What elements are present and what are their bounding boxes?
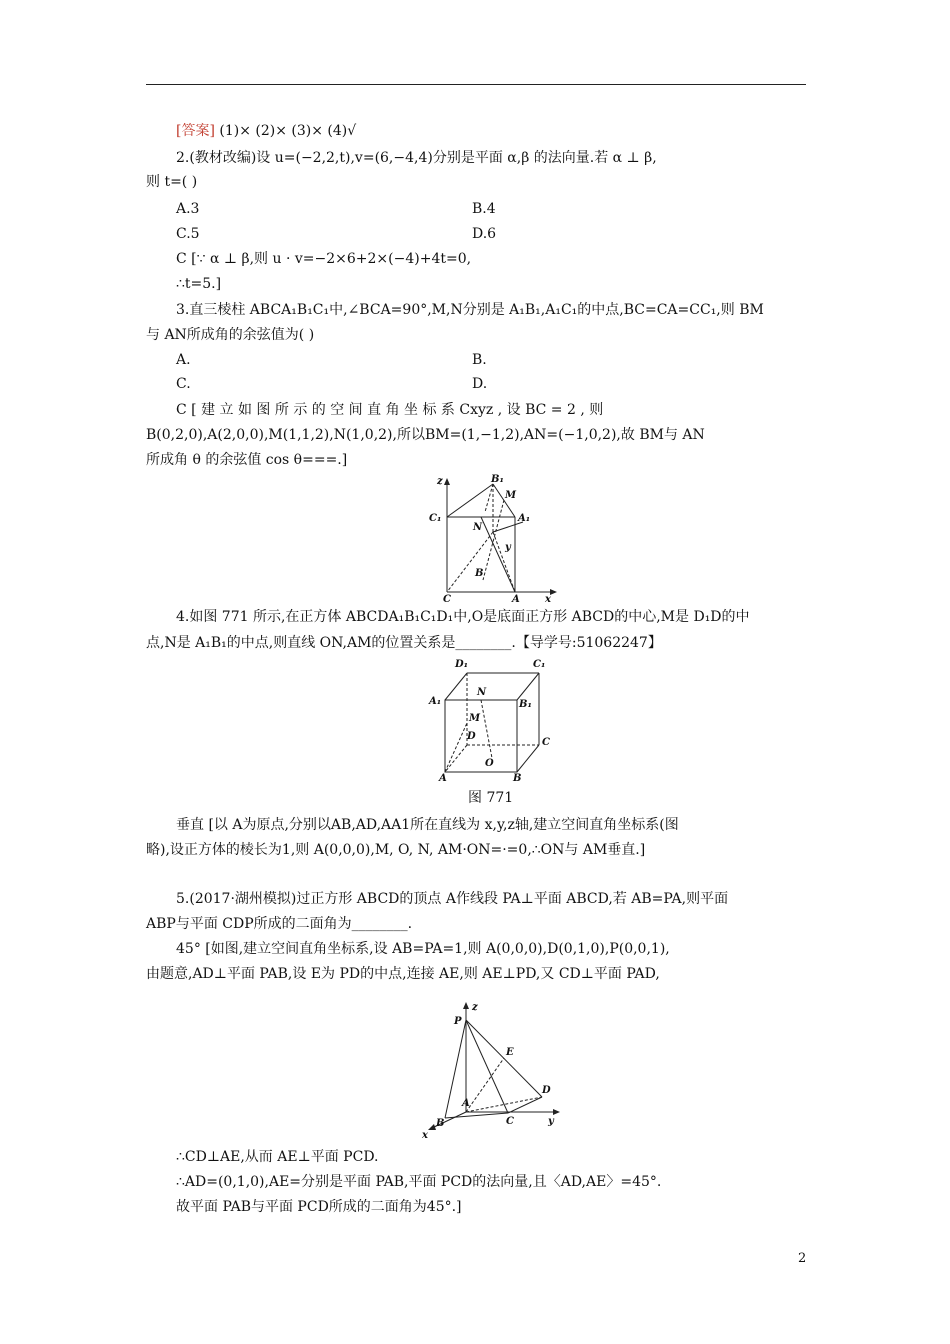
prism-label-z: z (437, 476, 443, 487)
q1-answer (176, 121, 356, 141)
q4-stem-1: 4.如图 771 所示,在正方体 ABCDA₁B₁C₁D₁中,O是底面正方形 ABCD的中心,M是 D₁D的中 (176, 609, 750, 625)
q4-stem-2: 点,N是 A₁B₁的中点,则直线 ON,AM的位置关系是________.【导学号:51062247】 (146, 635, 662, 651)
cube-label-b1: B₁ (519, 699, 532, 710)
q5-solution-3: ∴CD⊥AE,从而 AE⊥平面 PCD. (176, 1149, 379, 1165)
q4-solution-1: 垂直 [以 A为原点,分别以AB,AD,AA1所在直线为 x,y,z轴,建立空间直角坐标系(图 (176, 817, 679, 833)
q5-solution-2: 由题意,AD⊥平面 PAB,设 E为 PD的中点,连接 AE,则 AE⊥PD,又 CD⊥平面 PAD, (146, 966, 660, 982)
prism-label-y: y (505, 542, 511, 553)
cube-label-d: D (467, 731, 476, 742)
prism-label-x: x (545, 594, 551, 604)
pyramid-label-z: z (472, 1002, 478, 1013)
q3-option-a: A. (176, 352, 191, 368)
q2-solution-2: ∴t=5.] (176, 276, 222, 292)
prism-label-m: M (505, 490, 517, 501)
header-rule (146, 84, 806, 85)
cube-label-a1: A₁ (429, 696, 442, 707)
pyramid-label-d: D (542, 1085, 551, 1096)
q5-solution-1: 45° [如图,建立空间直角坐标系,设 AB=PA=1,则 A(0,0,0),D(0,1,0),P(0,0,1), (176, 941, 670, 957)
q5-solution-5: 故平面 PAB与平面 PCD所成的二面角为45°.] (176, 1199, 462, 1215)
cube-label-a: A (439, 773, 447, 783)
prism-label-n: N (473, 522, 483, 533)
q2-option-a: A.3 (176, 201, 200, 217)
q5-stem-1: 5.(2017·湖州模拟)过正方形 ABCD的顶点 A作线段 PA⊥平面 ABCD,若 AB=PA,则平面 (176, 891, 729, 907)
cube-label-o: O (485, 758, 494, 769)
prism-label-b1: B₁ (491, 474, 504, 485)
page-number: 2 (798, 1251, 807, 1266)
cube-label-n: N (477, 687, 487, 698)
prism-label-c1: C₁ (429, 513, 442, 524)
q4-solution-2: 略),设正方体的棱长为1,则 A(0,0,0),M, O, N, AM·ON=·=0,∴ON与 AM垂直.] (146, 842, 646, 858)
q2-option-b: B.4 (472, 201, 496, 217)
prism-label-a: A (512, 594, 520, 604)
q3-solution-3: 所成角 θ 的余弦值 cos θ===.] (146, 452, 348, 468)
cube-label-b: B (513, 773, 522, 783)
q1-answers: (1)× (2)× (3)× (4)√ (219, 123, 357, 139)
pyramid-label-c: C (506, 1116, 514, 1127)
prism-figure (425, 472, 560, 604)
cube-label-d1: D₁ (455, 659, 469, 670)
q2-option-d: D.6 (472, 226, 497, 242)
q3-solution-1: C [ 建 立 如 图 所 示 的 空 间 直 角 坐 标 系 Cxyz , 设 BC = 2 , 则 (176, 402, 604, 418)
q3-option-d: D. (472, 376, 488, 392)
pyramid-label-a: A (462, 1098, 470, 1109)
pyramid-label-y: y (548, 1116, 554, 1127)
q5-solution-4: ∴AD=(0,1,0),AE=分别是平面 PAB,平面 PCD的法向量,且〈AD,AE〉=45°. (176, 1174, 662, 1190)
cube-label-m: M (469, 713, 481, 724)
pyramid-label-p: P (454, 1016, 462, 1027)
q5-stem-2: ABP与平面 CDP所成的二面角为________. (146, 916, 413, 932)
q3-option-b: B. (472, 352, 487, 368)
pyramid-label-e: E (506, 1047, 514, 1058)
pyramid-label-b: B (436, 1118, 445, 1129)
prism-label-a1: A₁ (518, 513, 531, 524)
cube-label-c: C (542, 737, 550, 748)
q3-solution-2: B(0,2,0),A(2,0,0),M(1,1,2),N(1,0,2),所以BM=(1,−1,2),AN=(−1,0,2),故 BM与 AN (146, 427, 705, 443)
q3-stem-2: 与 AN所成角的余弦值为( ) (146, 327, 315, 343)
q2-solution-1: C [∵ α ⊥ β,则 u · v=−2×6+2×(−4)+4t=0, (176, 251, 472, 267)
q2-stem-2: 则 t=( ) (146, 174, 198, 190)
pyramid-label-x: x (422, 1130, 428, 1140)
q3-option-c: C. (176, 376, 191, 392)
q2-stem-1: 2.(教材改编)设 u=(−2,2,t),v=(6,−4,4)分别是平面 α,β 的法向量.若 α ⊥ β, (176, 150, 657, 166)
prism-label-b: B (475, 568, 484, 579)
q3-stem-1: 3.直三棱柱 ABCA₁B₁C₁中,∠BCA=90°,M,N分别是 A₁B₁,A₁C₁的中点,BC=CA=CC₁,则 BM (176, 302, 764, 318)
cube-label-c1: C₁ (533, 659, 546, 670)
answer-tag: [答案] (176, 123, 215, 139)
cube-figure (425, 655, 560, 783)
prism-label-c: C (443, 594, 451, 604)
figure-caption: 图 771 (468, 790, 514, 806)
q2-option-c: C.5 (176, 226, 200, 242)
pyramid-figure (418, 1000, 578, 1140)
